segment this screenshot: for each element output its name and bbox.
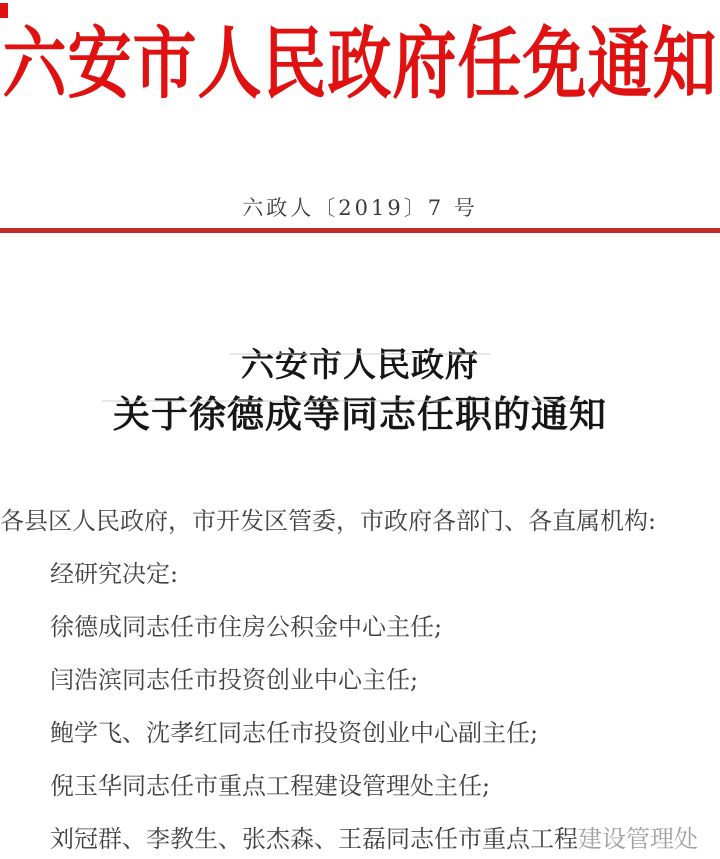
body-paragraph-last-text: 刘冠群、李教生、张杰森、王磊同志任市重点工程 [50, 825, 578, 853]
body-paragraph: 倪玉华同志任市重点工程建设管理处主任; [50, 772, 491, 800]
red-divider-rule [0, 228, 720, 233]
document-body [0, 495, 720, 859]
body-paragraph: 徐德成同志任市住房公积金中心主任; [50, 613, 443, 641]
document-title-block [0, 343, 720, 441]
body-paragraph-last-faded-tail: 建设管理处 [578, 825, 698, 853]
document-number: 六政人〔2019〕7 号 [242, 196, 478, 220]
body-paragraph: 鲍学飞、沈孝红同志任市投资创业中心副主任; [50, 719, 539, 747]
document-title-line2: 关于徐德成等同志任职的通知 [113, 392, 607, 436]
body-paragraph: 经研究决定: [50, 560, 179, 588]
masthead-title: 六安市人民政府任免通知 [2, 18, 718, 110]
salutation-line: 各县区人民政府，市开发区管委，市政府各部门、各直属机构: [0, 507, 657, 535]
document-title-line1: 六安市人民政府 [241, 345, 479, 384]
body-paragraph-last [0, 813, 720, 859]
body-paragraph: 闫浩滨同志任市投资创业中心主任; [50, 666, 419, 694]
